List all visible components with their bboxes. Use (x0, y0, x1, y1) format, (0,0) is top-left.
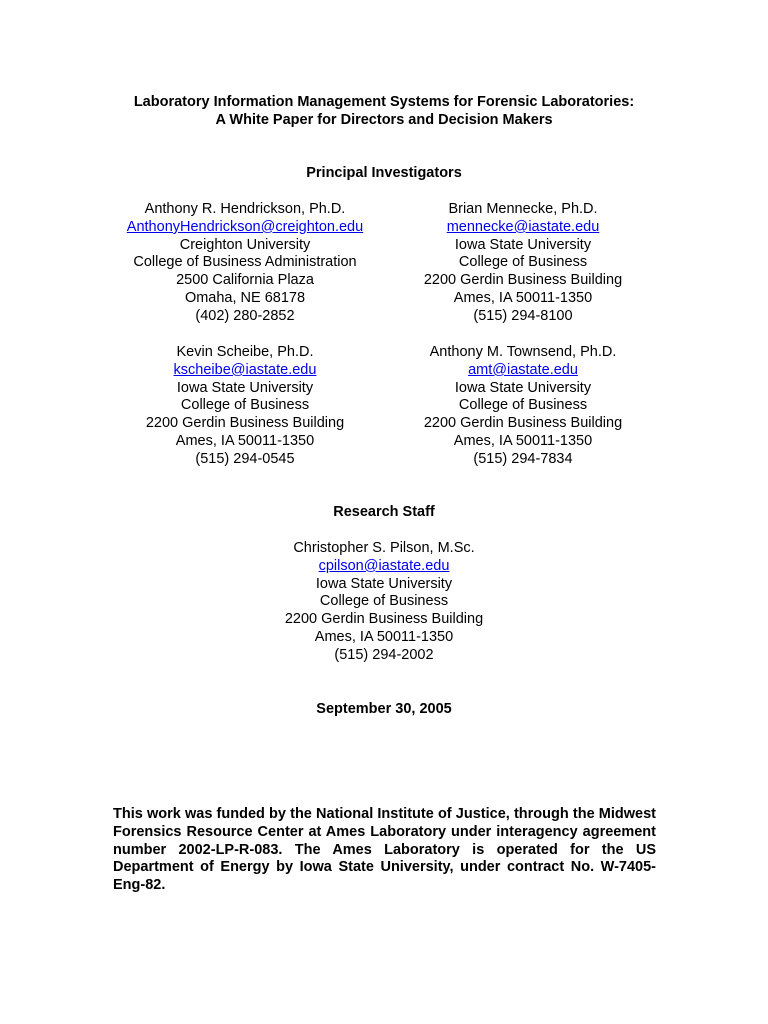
investigator-card (373, 200, 673, 325)
investigator-department: College of Business (458, 254, 588, 271)
investigator-name: Brian Mennecke, Ph.D. (448, 201, 598, 217)
investigator-card (95, 343, 395, 468)
staff-city: Ames, IA 50011-1350 (314, 628, 454, 645)
funding-statement: This work was funded by the National Institute of Justice, through the Midwest Forensics Resource Center at Ames Laboratory under interagency agreement number 2002-LP-R-083. The Ames Laboratory is operated for the US Department of Energy by Iowa State University, under contract No. W-7405-Eng-82. (113, 806, 656, 894)
investigator-email-link[interactable]: amt@iastate.edu (468, 361, 578, 378)
staff-street: 2200 Gerdin Business Building (284, 611, 484, 628)
title-line-2: A White Paper for Directors and Decision Makers (215, 112, 553, 128)
investigator-phone: (402) 280-2852 (195, 307, 295, 324)
investigator-email-link[interactable]: kscheibe@iastate.edu (173, 361, 317, 378)
investigator-city: Ames, IA 50011-1350 (453, 432, 593, 449)
investigator-city: Omaha, NE 68178 (184, 289, 306, 306)
investigator-street: 2200 Gerdin Business Building (145, 415, 345, 432)
investigator-email-link[interactable]: mennecke@iastate.edu (446, 218, 600, 235)
investigator-phone: (515) 294-7834 (473, 450, 573, 467)
title-line-1: Laboratory Information Management Systems for Forensic Laboratories: (133, 94, 635, 110)
investigator-department: College of Business (458, 397, 588, 414)
investigator-street: 2200 Gerdin Business Building (423, 415, 623, 432)
investigator-card (95, 200, 395, 325)
investigator-institution: Iowa State University (454, 236, 592, 253)
investigator-phone: (515) 294-8100 (473, 307, 573, 324)
staff-department: College of Business (319, 593, 449, 610)
investigator-department: College of Business Administration (133, 254, 357, 271)
investigator-name: Anthony M. Townsend, Ph.D. (429, 344, 617, 360)
investigator-name: Kevin Scheibe, Ph.D. (176, 344, 314, 360)
principal-investigators-heading: Principal Investigators (306, 165, 462, 181)
staff-phone: (515) 294-2002 (334, 646, 434, 663)
investigator-institution: Iowa State University (176, 379, 314, 396)
investigator-city: Ames, IA 50011-1350 (175, 432, 315, 449)
investigator-city: Ames, IA 50011-1350 (453, 289, 593, 306)
investigator-email-link[interactable]: AnthonyHendrickson@creighton.edu (126, 218, 364, 235)
investigator-name: Anthony R. Hendrickson, Ph.D. (144, 201, 346, 217)
investigator-institution: Creighton University (179, 236, 311, 253)
document-title (0, 93, 768, 129)
staff-name: Christopher S. Pilson, M.Sc. (293, 540, 475, 556)
staff-institution: Iowa State University (315, 575, 453, 592)
document-date: September 30, 2005 (316, 701, 452, 717)
investigator-phone: (515) 294-0545 (195, 450, 295, 467)
investigator-street: 2200 Gerdin Business Building (423, 272, 623, 289)
investigator-institution: Iowa State University (454, 379, 592, 396)
investigator-card (373, 343, 673, 468)
staff-card (234, 539, 534, 664)
investigator-department: College of Business (180, 397, 310, 414)
staff-email-link[interactable]: cpilson@iastate.edu (318, 557, 450, 574)
research-staff-heading: Research Staff (333, 504, 435, 520)
investigator-street: 2500 California Plaza (176, 272, 314, 289)
